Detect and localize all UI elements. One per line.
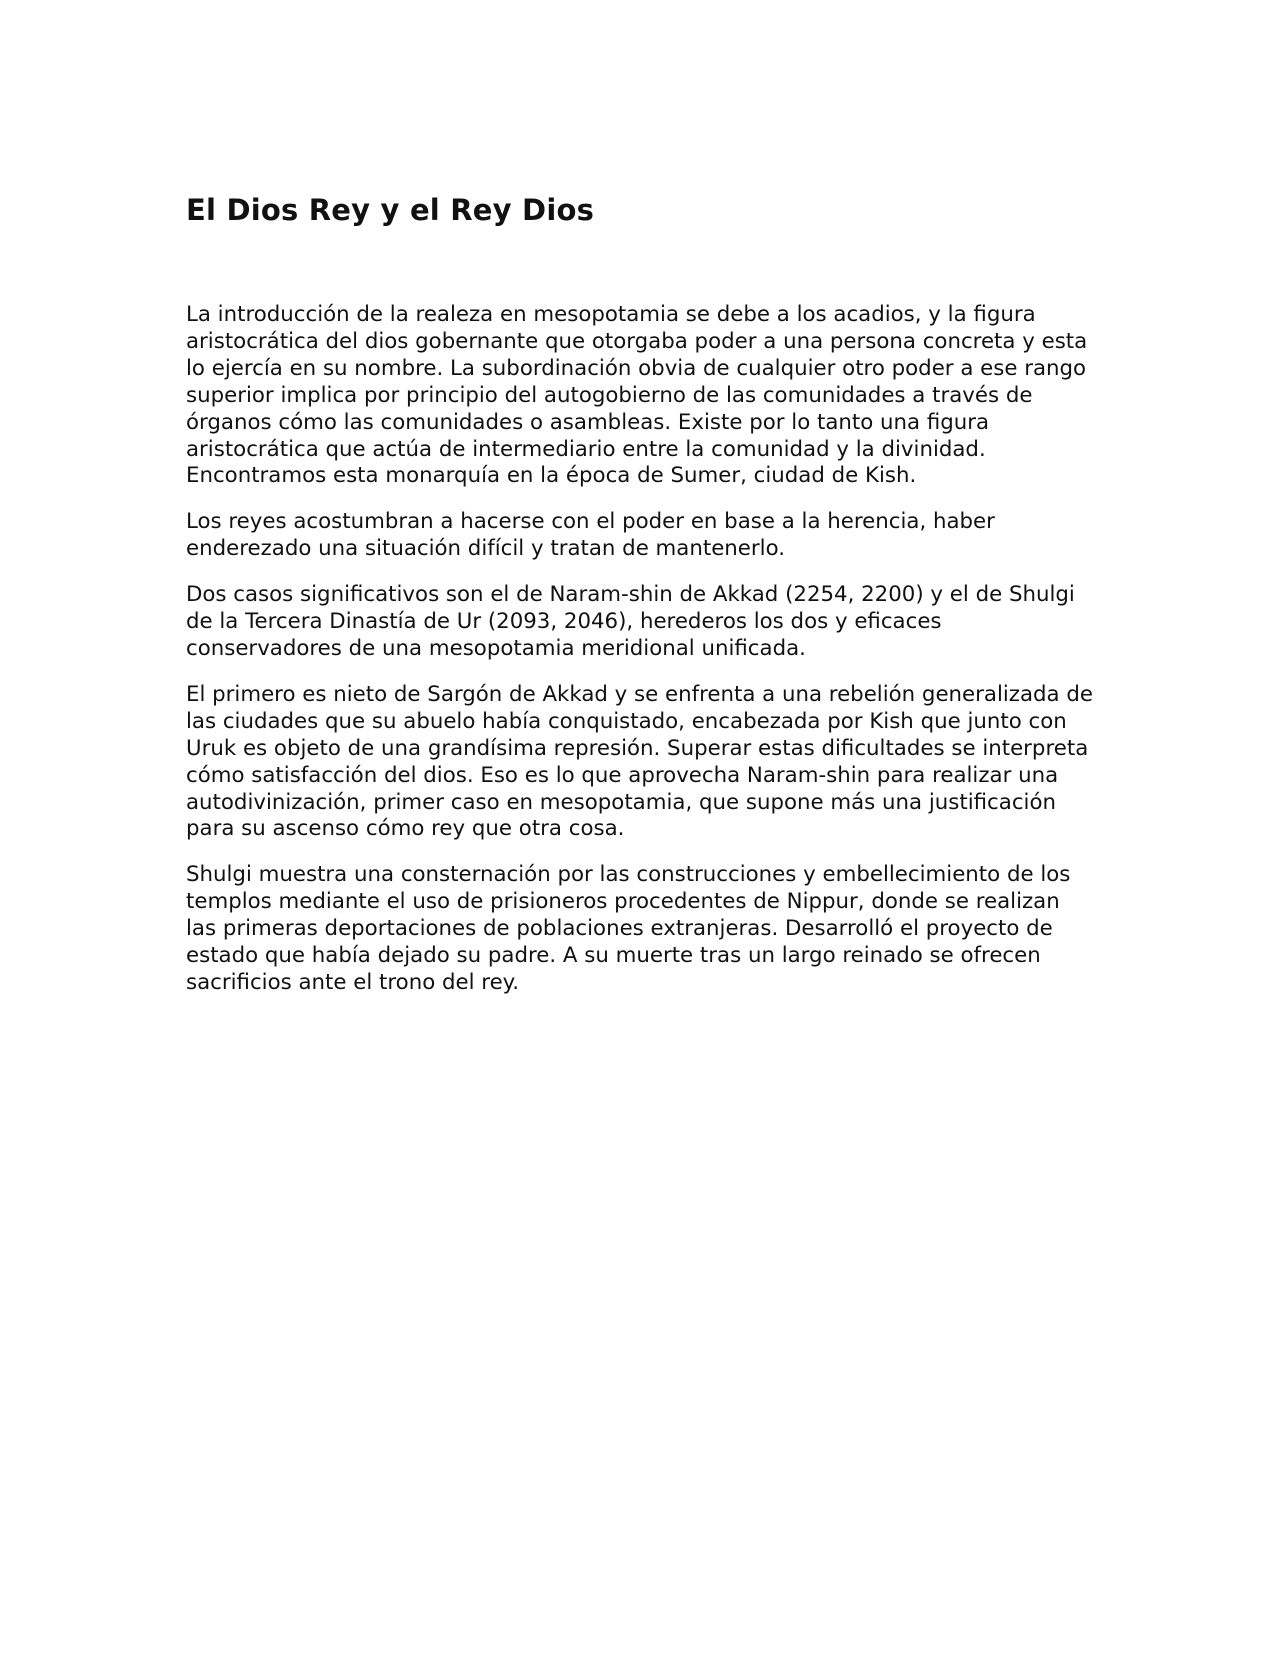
paragraph-4: El primero es nieto de Sargón de Akkad y se enfrenta a una rebelión generalizada de las ciudades que su abuelo había conquistado, encabezada por Kish que junto con Uruk es objeto de una grandísima represión. Superar estas dificultades se interpreta cómo satisfacción del dios. Eso es lo que aprovecha Naram-shin para realizar una autodivinización, primer caso en mesopotamia, que supone más una justificación para su ascenso cómo rey que otra cosa. [186, 681, 1093, 842]
paragraph-3: Dos casos significativos son el de Naram-shin de Akkad (2254, 2200) y el de Shulgi de la Tercera Dinastía de Ur (2093, 2046), herederos los dos y eficaces conservadores de una mesopotamia meridional unificada. [186, 582, 1075, 661]
document-body [186, 302, 1096, 1016]
document-title: El Dios Rey y el Rey Dios [186, 193, 595, 227]
paragraph-5: Shulgi muestra una consternación por las construcciones y embellecimiento de los templos mediante el uso de prisioneros procedentes de Nippur, donde se realizan las primeras deportaciones de poblaciones extranjeras. Desarrolló el proyecto de estado que había dejado su padre. A su muerte tras un largo reinado se ofrecen sacrificios ante el trono del rey. [186, 862, 1071, 995]
paragraph-1: La introducción de la realeza en mesopotamia se debe a los acadios, y la figura aristocrática del dios gobernante que otorgaba poder a una persona concreta y esta lo ejercía en su nombre. La subordinación obvia de cualquier otro poder a ese rango superior implica por principio del autogobierno de las comunidades a través de órganos cómo las comunidades o asambleas. Existe por lo tanto una figura aristocrática que actúa de intermediario entre la comunidad y la divinidad. Encontramos esta monarquía en la época de Sumer, ciudad de Kish. [186, 302, 1088, 489]
paragraph-2: Los reyes acostumbran a hacerse con el poder en base a la herencia, haber enderezado una situación difícil y tratan de mantenerlo. [186, 509, 995, 562]
